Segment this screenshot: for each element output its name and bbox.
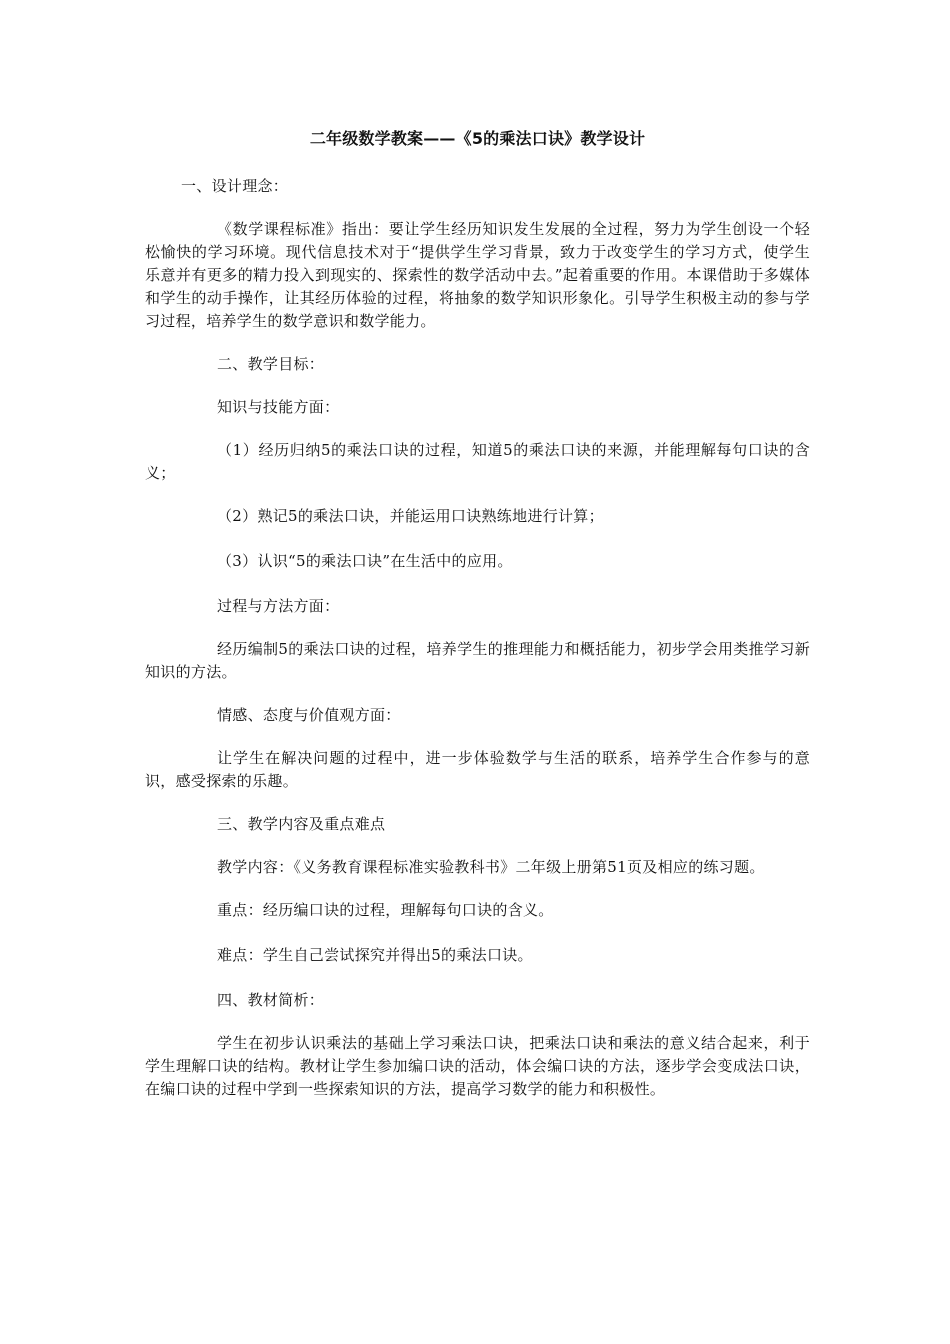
subheading-process-method: 过程与方法方面：	[217, 597, 340, 615]
section-heading-design-concept: 一、设计理念：	[181, 177, 289, 195]
paragraph-teaching-content: 教学内容：《义务教育课程标准实验教科书》二年级上册第51页及相应的练习题。	[217, 858, 765, 876]
subheading-emotion-attitude: 情感、态度与价值观方面：	[217, 706, 401, 724]
subheading-knowledge-skills: 知识与技能方面：	[217, 398, 340, 416]
section-heading-teaching-goals: 二、教学目标：	[217, 355, 325, 373]
paragraph-key-point: 重点：经历编口诀的过程，理解每句口诀的含义。	[217, 901, 554, 919]
paragraph-process-method: 经历编制5的乘法口诀的过程，培养学生的推理能力和概括能力，初步学会用类推学习新知识的方法。	[145, 640, 810, 681]
document-title: 二年级数学教案——《5的乘法口诀》教学设计	[309, 129, 646, 148]
goal-item-3: （3）认识“5的乘法口诀”在生活中的应用。	[217, 552, 513, 570]
goal-item-2: （2）熟记5的乘法口诀，并能运用口诀熟练地进行计算；	[217, 507, 604, 525]
section-heading-content-focus: 三、教学内容及重点难点	[217, 815, 386, 833]
goal-item-1: （1）经历归纳5的乘法口诀的过程，知道5的乘法口诀的来源，并能理解每句口诀的含义；	[145, 441, 810, 482]
paragraph-textbook-analysis: 学生在初步认识乘法的基础上学习乘法口诀，把乘法口诀和乘法的意义结合起来，利于学生理解口诀的结构。教材让学生参加编口诀的活动，体会编口诀的方法，逐步学会变成法口诀，在编口诀的过程中学到一些探索知识的方法，提高学习数学的能力和积极性。	[145, 1034, 810, 1098]
paragraph-emotion-attitude: 让学生在解决问题的过程中，进一步体验数学与生活的联系，培养学生合作参与的意识，感受探索的乐趣。	[145, 749, 810, 790]
section-heading-textbook-analysis: 四、教材简析：	[217, 991, 325, 1009]
paragraph-design-concept: 《数学课程标准》指出：要让学生经历知识发生发展的全过程，努力为学生创设一个轻松愉快的学习环境。现代信息技术对于“提供学生学习背景，致力于改变学生的学习方式，使学生乐意并有更多的精力投入到现实的、探索性的数学活动中去。”起着重要的作用。本课借助于多媒体和学生的动手操作，让其经历体验的过程，将抽象的数学知识形象化。引导学生积极主动的参与学习过程，培养学生的数学意识和数学能力。	[145, 220, 810, 330]
document-page	[145, 128, 810, 1101]
paragraph-difficulty: 难点：学生自己尝试探究并得出5的乘法口诀。	[217, 946, 533, 964]
